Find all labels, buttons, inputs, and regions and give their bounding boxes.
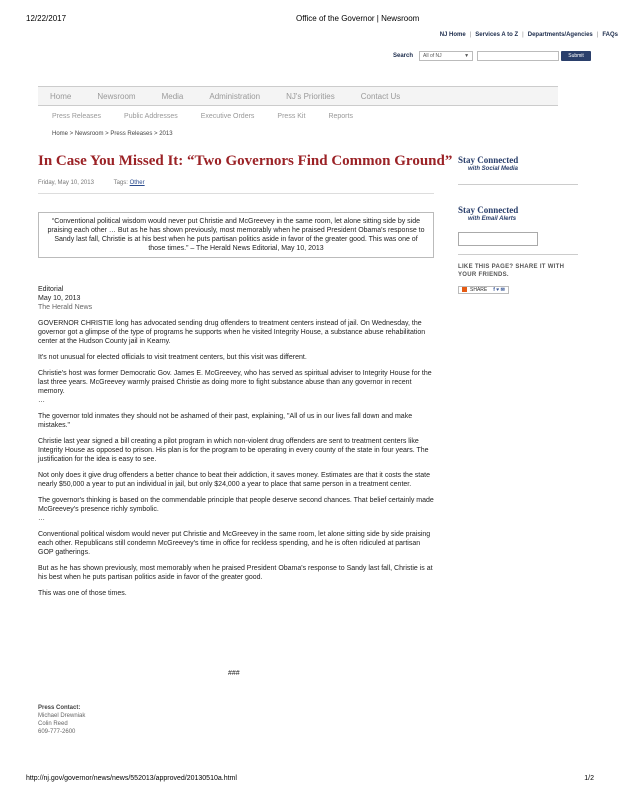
- search-bar: [393, 50, 591, 62]
- email-title: Stay Connected: [458, 205, 519, 215]
- article-meta: [38, 180, 434, 194]
- topnav-separator: |: [522, 32, 524, 38]
- print-page-number: 1/2: [584, 775, 594, 782]
- ellipsis: …: [38, 397, 45, 404]
- topnav-departments[interactable]: Departments/Agencies: [527, 32, 593, 38]
- social-title: Stay Connected: [458, 155, 519, 165]
- search-input[interactable]: [477, 51, 559, 61]
- subnav-reports[interactable]: Reports: [328, 113, 353, 120]
- article-paragraph: Conventional political wisdom would never put Christie and McGreevey in the same room, let alone sitting side by side praising each other. Republicans still condemn McGreevey's time in office for reckless spending, and he is often ridiculed at partisan GOP gatherings.: [38, 531, 431, 556]
- tag-link[interactable]: Other: [129, 180, 145, 186]
- search-submit-button[interactable]: Submit: [561, 51, 591, 61]
- nav-priorities[interactable]: NJ's Priorities: [286, 91, 335, 101]
- article-body: [38, 285, 434, 598]
- contact-name: Colin Reed: [38, 721, 68, 727]
- tags-label: Tags:: [113, 180, 128, 186]
- share-prompt: LIKE THIS PAGE? SHARE IT WITH YOUR FRIENDS.: [458, 264, 565, 278]
- email-field[interactable]: [458, 232, 538, 246]
- subnav-public-addresses[interactable]: Public Addresses: [124, 113, 178, 120]
- divider: [458, 184, 578, 185]
- subnav-executive-orders[interactable]: Executive Orders: [200, 113, 255, 120]
- sidebar: [458, 155, 578, 297]
- press-contact: [38, 704, 85, 736]
- share-button[interactable]: [458, 286, 509, 294]
- nav-newsroom[interactable]: Newsroom: [97, 91, 136, 101]
- print-url: http://nj.gov/governor/news/news/552013/approved/20130510a.html: [26, 775, 237, 782]
- topnav-services[interactable]: Services A to Z: [475, 32, 519, 38]
- article-paragraph: The governor's thinking is based on the commendable principle that people deserve second chances. That belief certainly made McGreevey's presence richly symbolic.: [38, 497, 434, 513]
- article-paragraph: GOVERNOR CHRISTIE long has advocated sending drug offenders to treatment centers instead of jail. On Wednesday, the governor got a glimpse of the type of programs he supports when he visited Integrity House, a substance abuse rehabilitation center at the Hudson County jail in Kearny.: [38, 320, 426, 345]
- page-title: In Case You Missed It: “Two Governors Find Common Ground”: [38, 153, 453, 169]
- search-scope-value: All of NJ: [423, 53, 442, 59]
- article-paragraph: Christie last year signed a bill creating a pilot program in which non-violent drug offenders are sent to treatment centers like Integrity House as opposed to prison. His plan is for the program to be operating in every county of the state in four years. The justification for the idea is easy to see.: [38, 438, 429, 463]
- main-navigation: [38, 86, 558, 106]
- social-icons: f ♥ ✉: [493, 286, 505, 293]
- source-type: Editorial: [38, 286, 64, 293]
- print-title: Office of the Governor | Newsroom: [296, 14, 420, 23]
- subnav-press-kit[interactable]: Press Kit: [277, 113, 306, 120]
- ellipsis: …: [38, 515, 45, 522]
- chevron-down-icon: ▼: [464, 53, 470, 59]
- share-icon: [462, 287, 467, 292]
- divider: [458, 254, 578, 255]
- print-date: 12/22/2017: [26, 14, 67, 23]
- contact-name: Michael Drewniak: [38, 713, 86, 719]
- contact-label: Press Contact:: [38, 705, 81, 711]
- topnav-separator: |: [596, 32, 599, 38]
- top-navigation: [440, 32, 618, 38]
- end-mark: ###: [228, 670, 240, 677]
- article-paragraph: The governor told inmates they should not be ashamed of their past, explaining, "All of us in our lives fall down and make mistakes.": [38, 413, 413, 429]
- search-label: Search: [393, 53, 414, 59]
- nav-home[interactable]: Home: [50, 91, 72, 101]
- article-paragraph: But as he has shown previously, most memorably when he praised President Obama's response to Sandy last fall, Christie is at his best when he puts partisan politics aside in favor of the greater good.: [38, 565, 433, 581]
- breadcrumb[interactable]: Home > Newsroom > Press Releases > 2013: [52, 131, 173, 137]
- article-paragraph: This was one of those times.: [38, 590, 127, 597]
- social-media-link[interactable]: with Social Media: [468, 166, 519, 172]
- nav-contact[interactable]: Contact Us: [360, 91, 401, 101]
- source-date: May 10, 2013: [38, 295, 81, 302]
- pull-quote: “Conventional political wisdom would never put Christie and McGreevey in the same room, let alone sitting side by side praising each other … But as he has shown previously, most memorably when he praised President Obama's response to Sandy last fall, Christie is at his best when he puts partisan politics aside in favor of the greater good. This was one of those times.” – The Herald News Editorial, May 10, 2013: [38, 212, 434, 258]
- print-header: [26, 14, 600, 26]
- article-paragraph: Christie's host was former Democratic Gov. James E. McGreevey, who has served as spiritual adviser to Integrity House for the last three years. McGreevey warmly praised Christie as doing more to fight substance abuse than any governor in recent memory.: [38, 370, 432, 395]
- source-paper: The Herald News: [38, 304, 93, 311]
- nav-administration[interactable]: Administration: [209, 91, 261, 101]
- contact-phone: 609-777-2600: [38, 729, 76, 735]
- article-paragraph: Not only does it give drug offenders a better chance to beat their addiction, it saves money. Estimates are that it costs the state nearly $50,000 a year to put an individual in jail, but only $24,000 a year to place that same person in a treatment center.: [38, 472, 430, 488]
- article-paragraph: It's not unusual for elected officials to visit treatment centers, but this visit was different.: [38, 354, 307, 361]
- topnav-faqs[interactable]: FAQs: [602, 32, 618, 38]
- topnav-separator: |: [469, 32, 472, 38]
- share-label: SHARE: [470, 286, 488, 293]
- sub-navigation: [52, 113, 376, 120]
- nav-media[interactable]: Media: [161, 91, 184, 101]
- article-date: Friday, May 10, 2013: [38, 180, 94, 186]
- topnav-nj-home[interactable]: NJ Home: [439, 32, 466, 38]
- search-scope-select[interactable]: [419, 51, 473, 61]
- subnav-press-releases[interactable]: Press Releases: [52, 113, 102, 120]
- email-alerts-link[interactable]: with Email Alerts: [468, 216, 517, 222]
